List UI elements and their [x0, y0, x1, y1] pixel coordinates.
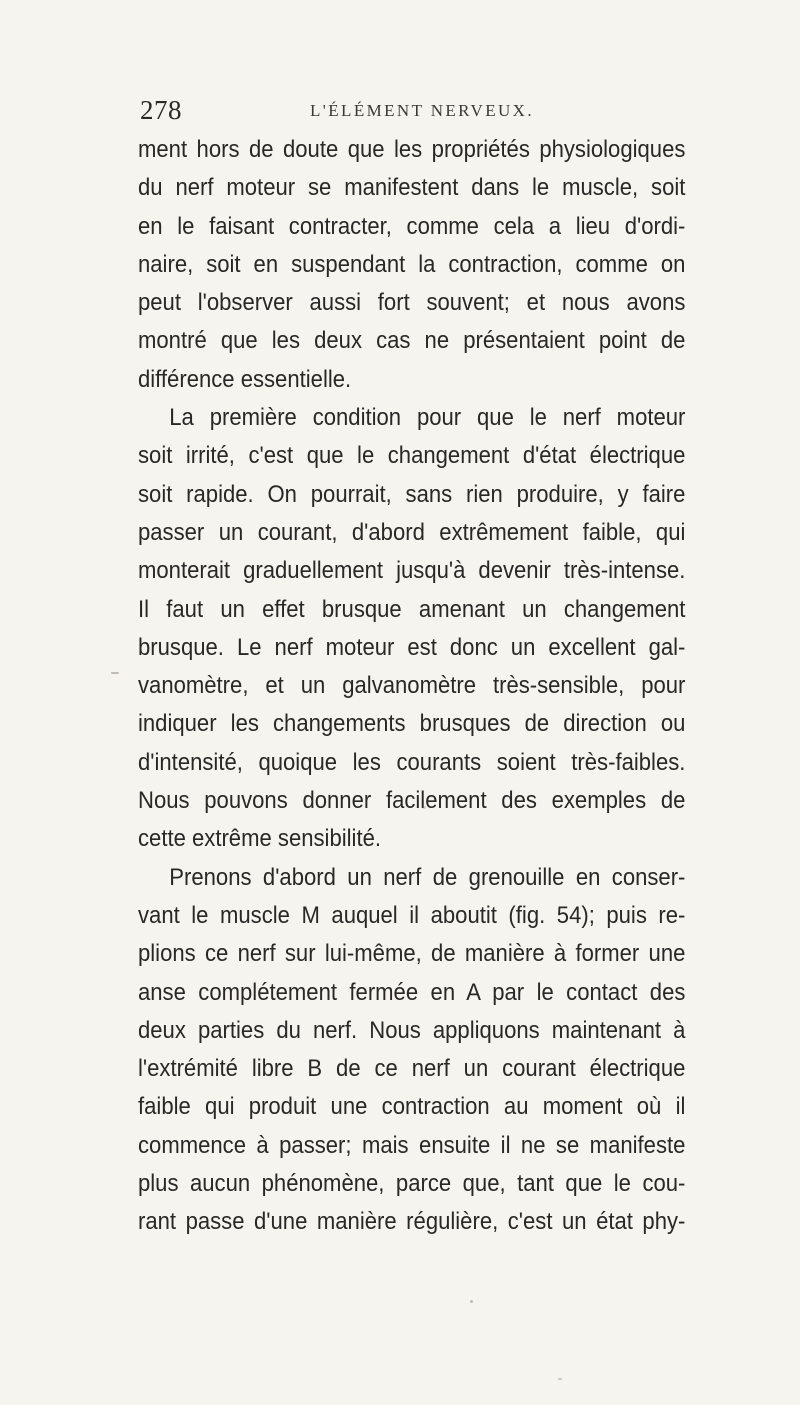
text-line: commence à passer; mais ensuite il ne se manifeste — [138, 1131, 686, 1159]
text-line: Il faut un effet brusque amenant un changement — [138, 595, 686, 623]
text-line: ment hors de doute que les propriétés physiologiques — [138, 136, 686, 163]
page-header — [140, 93, 700, 127]
text-line: montré que les deux cas ne présentaient point de — [138, 327, 686, 355]
text-line: anse complétement fermée en A par le contact des — [138, 978, 686, 1006]
text-line: Prenons d'abord un nerf de grenouille en conser- — [169, 863, 686, 891]
ink-speck — [558, 1378, 562, 1380]
text-line: peut l'observer aussi fort souvent; et nous avons — [138, 289, 686, 317]
text-line: naire, soit en suspendant la contraction, comme on — [138, 250, 686, 278]
text-line: plus aucun phénomène, parce que, tant que le cou- — [138, 1170, 686, 1198]
text-line: différence essentielle. — [138, 365, 352, 393]
running-title: L'ÉLÉMENT NERVEUX. — [310, 101, 535, 120]
ink-speck — [111, 672, 119, 674]
page-number: 278 — [140, 95, 182, 125]
text-line: vanomètre, et un galvanomètre très-sensible, pour — [138, 672, 686, 700]
text-line: soit rapide. On pourrait, sans rien produire, y faire — [138, 480, 686, 508]
text-line: faible qui produit une contraction au moment où il — [138, 1093, 686, 1121]
text-line: soit irrité, c'est que le changement d'état électrique — [138, 442, 686, 470]
text-line: brusque. Le nerf moteur est donc un excellent gal- — [138, 633, 686, 661]
text-line: monterait graduellement jusqu'à devenir très-intense. — [138, 557, 686, 585]
text-line: indiquer les changements brusques de direction ou — [138, 710, 686, 738]
text-line: Nous pouvons donner facilement des exemples de — [138, 787, 686, 815]
text-line: l'extrémité libre B de ce nerf un courant électrique — [138, 1055, 686, 1083]
text-line: deux parties du nerf. Nous appliquons maintenant à — [138, 1016, 686, 1044]
text-line: La première condition pour que le nerf moteur — [169, 404, 686, 432]
text-line: plions ce nerf sur lui-même, de manière à former une — [138, 940, 686, 968]
ink-speck — [423, 806, 426, 809]
body-text — [138, 131, 685, 1242]
text-line: d'intensité, quoique les courants soient très-faibles. — [138, 748, 686, 776]
text-line: cette extrême sensibilité. — [138, 825, 381, 853]
text-line: en le faisant contracter, comme cela a lieu d'ordi- — [138, 212, 686, 240]
text-line: du nerf moteur se manifestent dans le muscle, soit — [138, 174, 686, 202]
ink-speck — [470, 1300, 473, 1303]
text-line: vant le muscle M auquel il aboutit (fig. 54); puis re- — [138, 901, 686, 929]
text-line: rant passe d'une manière régulière, c'est un état phy- — [138, 1208, 686, 1236]
text-line: passer un courant, d'abord extrêmement faible, qui — [138, 518, 686, 546]
